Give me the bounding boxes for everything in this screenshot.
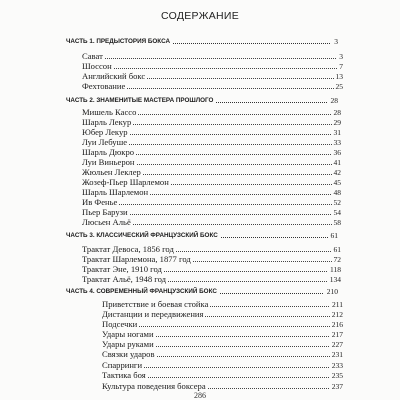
toc-entry[interactable]	[82, 158, 341, 167]
dot-leader	[114, 68, 338, 69]
entry-label: Шарль Лекур	[82, 117, 132, 127]
entry-label: Удары руками	[102, 339, 154, 349]
entry-page-number: 13	[335, 72, 343, 81]
part-title: ЧАСТЬ 4. СОВРЕМЕННЫЙ ФРАНЦУЗСКИЙ БОКС	[66, 288, 217, 295]
part-page-number: 3	[334, 37, 338, 46]
entry-page-number: 118	[330, 265, 341, 274]
toc-entry[interactable]	[102, 310, 343, 319]
toc-entry[interactable]	[82, 275, 341, 284]
part-page-number: 28	[330, 96, 338, 105]
dot-leader	[208, 388, 330, 389]
dot-leader	[119, 204, 331, 205]
entry-page-number: 72	[333, 255, 341, 264]
dot-leader	[173, 43, 331, 44]
toc-entry[interactable]	[82, 62, 343, 71]
toc-entry[interactable]	[82, 168, 341, 177]
dot-leader	[171, 184, 332, 185]
entry-label: Юбер Лекур	[82, 127, 128, 137]
entry-page-number: 36	[333, 148, 341, 157]
entry-label: Шарль Дюкро	[82, 147, 135, 157]
entry-label: Жозеф-Пьер Шарлемон	[82, 177, 169, 187]
dot-leader	[221, 237, 328, 238]
toc-entry[interactable]	[82, 245, 341, 254]
part-page-number: 210	[326, 287, 338, 296]
entry-page-number: 33	[333, 138, 341, 147]
dot-leader	[127, 88, 333, 89]
entry-label: Дистанции и передвижения	[102, 309, 204, 319]
entry-label: Трактат Альё, 1948 год	[82, 274, 167, 284]
toc-entry[interactable]	[102, 340, 343, 349]
toc-entry[interactable]	[82, 72, 343, 81]
entry-label: Сават	[82, 51, 103, 61]
part-title: ЧАСТЬ 3. КЛАССИЧЕСКИЙ ФРАНЦУЗСКИЙ БОКС	[66, 232, 218, 239]
dot-leader	[136, 154, 331, 155]
entry-page-number: 61	[333, 245, 341, 254]
entry-page-number: 58	[333, 218, 341, 227]
entry-label: Связки ударов	[102, 349, 155, 359]
toc-entry[interactable]	[82, 188, 341, 197]
entry-label: Пьер Барузи	[82, 207, 128, 217]
entry-label: Трактат Эне, 1910 год	[82, 264, 162, 274]
entry-label: Трактат Девоса, 1856 год	[82, 244, 174, 254]
dot-leader	[176, 251, 332, 252]
entry-page-number: 41	[333, 158, 341, 167]
dot-leader	[220, 293, 324, 294]
dot-leader	[133, 124, 331, 125]
entry-label: Приветствие и боевая стойка	[102, 299, 209, 309]
entry-label: Трактат Шарлемона, 1877 год	[82, 254, 191, 264]
toc-entry[interactable]	[82, 265, 341, 274]
toc-entry[interactable]	[82, 148, 341, 157]
part-title: ЧАСТЬ 2. ЗНАМЕНИТЫЕ МАСТЕРА ПРОШЛОГО	[66, 97, 214, 104]
toc-entry[interactable]	[82, 128, 341, 137]
toc-entry[interactable]	[102, 361, 343, 370]
entry-page-number: 231	[331, 350, 343, 359]
entry-page-number: 7	[339, 62, 343, 71]
entry-label: Тактика боя	[102, 370, 146, 380]
entry-page-number: 42	[333, 168, 341, 177]
entry-page-number: 52	[333, 198, 341, 207]
entry-page-number: 134	[329, 275, 341, 284]
entry-page-number: 211	[332, 300, 343, 309]
toc-entry[interactable]	[102, 371, 343, 380]
dot-leader	[205, 316, 329, 317]
toc-entry[interactable]	[82, 218, 341, 227]
dot-leader	[129, 144, 331, 145]
dot-leader	[147, 78, 333, 79]
toc-part-heading[interactable]	[66, 37, 338, 46]
entry-label: Ив Фенье	[82, 197, 118, 207]
entry-page-number: 212	[331, 310, 343, 319]
page-title: СОДЕРЖАНИЕ	[160, 10, 240, 22]
dot-leader	[144, 367, 330, 368]
toc-entry[interactable]	[82, 255, 341, 264]
dot-leader	[168, 281, 328, 282]
entry-label: Спарринги	[102, 360, 143, 370]
toc-entry[interactable]	[82, 118, 341, 127]
dot-leader	[210, 306, 330, 307]
toc-part-heading[interactable]	[66, 287, 338, 296]
toc-entry[interactable]	[82, 138, 341, 147]
entry-label: Люсьен Альё	[82, 217, 131, 227]
dot-leader	[130, 134, 332, 135]
entry-page-number: 25	[335, 82, 343, 91]
entry-page-number: 227	[331, 340, 343, 349]
dot-leader	[143, 174, 332, 175]
entry-page-number: 45	[333, 178, 341, 187]
dot-leader	[138, 114, 331, 115]
entry-page-number: 217	[331, 330, 343, 339]
dot-leader	[148, 377, 330, 378]
entry-label: Культура поведения боксера	[102, 381, 206, 391]
entry-page-number: 48	[333, 188, 341, 197]
entry-page-number: 28	[333, 108, 341, 117]
part-page-number: 61	[330, 231, 338, 240]
dot-leader	[164, 271, 328, 272]
dot-leader	[133, 224, 332, 225]
toc-entry[interactable]	[82, 208, 341, 217]
entry-page-number: 54	[333, 208, 341, 217]
entry-label: Мишель Кассо	[82, 107, 137, 117]
toc-entry[interactable]	[82, 178, 341, 187]
entry-page-number: 31	[333, 128, 341, 137]
toc-entry[interactable]	[102, 350, 343, 359]
toc-entry[interactable]	[82, 82, 343, 91]
entry-label: Подсечки	[102, 319, 138, 329]
toc-entry[interactable]	[102, 382, 343, 391]
toc-entry[interactable]	[102, 300, 343, 309]
part-title: ЧАСТЬ 1. ПРЕДЫСТОРИЯ БОКСА	[66, 38, 171, 45]
entry-page-number: 233	[331, 361, 343, 370]
dot-leader	[150, 194, 331, 195]
entry-page-number: 216	[331, 320, 343, 329]
page-number: 286	[194, 391, 206, 400]
dot-leader	[157, 356, 330, 357]
dot-leader	[139, 326, 330, 327]
entry-label: Шоссон	[82, 61, 112, 71]
entry-page-number: 3	[339, 52, 343, 61]
dot-leader	[130, 214, 332, 215]
toc-part-heading[interactable]	[66, 231, 338, 240]
entry-label: Английский бокс	[82, 71, 146, 81]
dot-leader	[105, 58, 337, 59]
dot-leader	[216, 102, 327, 103]
dot-leader	[137, 164, 332, 165]
entry-label: Фехтование	[82, 81, 126, 91]
entry-label: Луи Лебуше	[82, 137, 128, 147]
toc-entry[interactable]	[82, 52, 343, 61]
entry-label: Шарль Шарлемон	[82, 187, 149, 197]
toc-entry[interactable]	[102, 330, 343, 339]
toc-entry[interactable]	[82, 108, 341, 117]
entry-page-number: 29	[333, 118, 341, 127]
dot-leader	[156, 346, 330, 347]
toc-part-heading[interactable]	[66, 96, 338, 105]
entry-label: Луи Виньерон	[82, 157, 135, 167]
dot-leader	[156, 336, 330, 337]
entry-page-number: 235	[331, 371, 343, 380]
toc-entry[interactable]	[102, 320, 343, 329]
entry-label: Жюльен Леклер	[82, 167, 141, 177]
entry-label: Удары ногами	[102, 329, 154, 339]
toc-entry[interactable]	[82, 198, 341, 207]
dot-leader	[193, 261, 332, 262]
entry-page-number: 237	[331, 382, 343, 391]
